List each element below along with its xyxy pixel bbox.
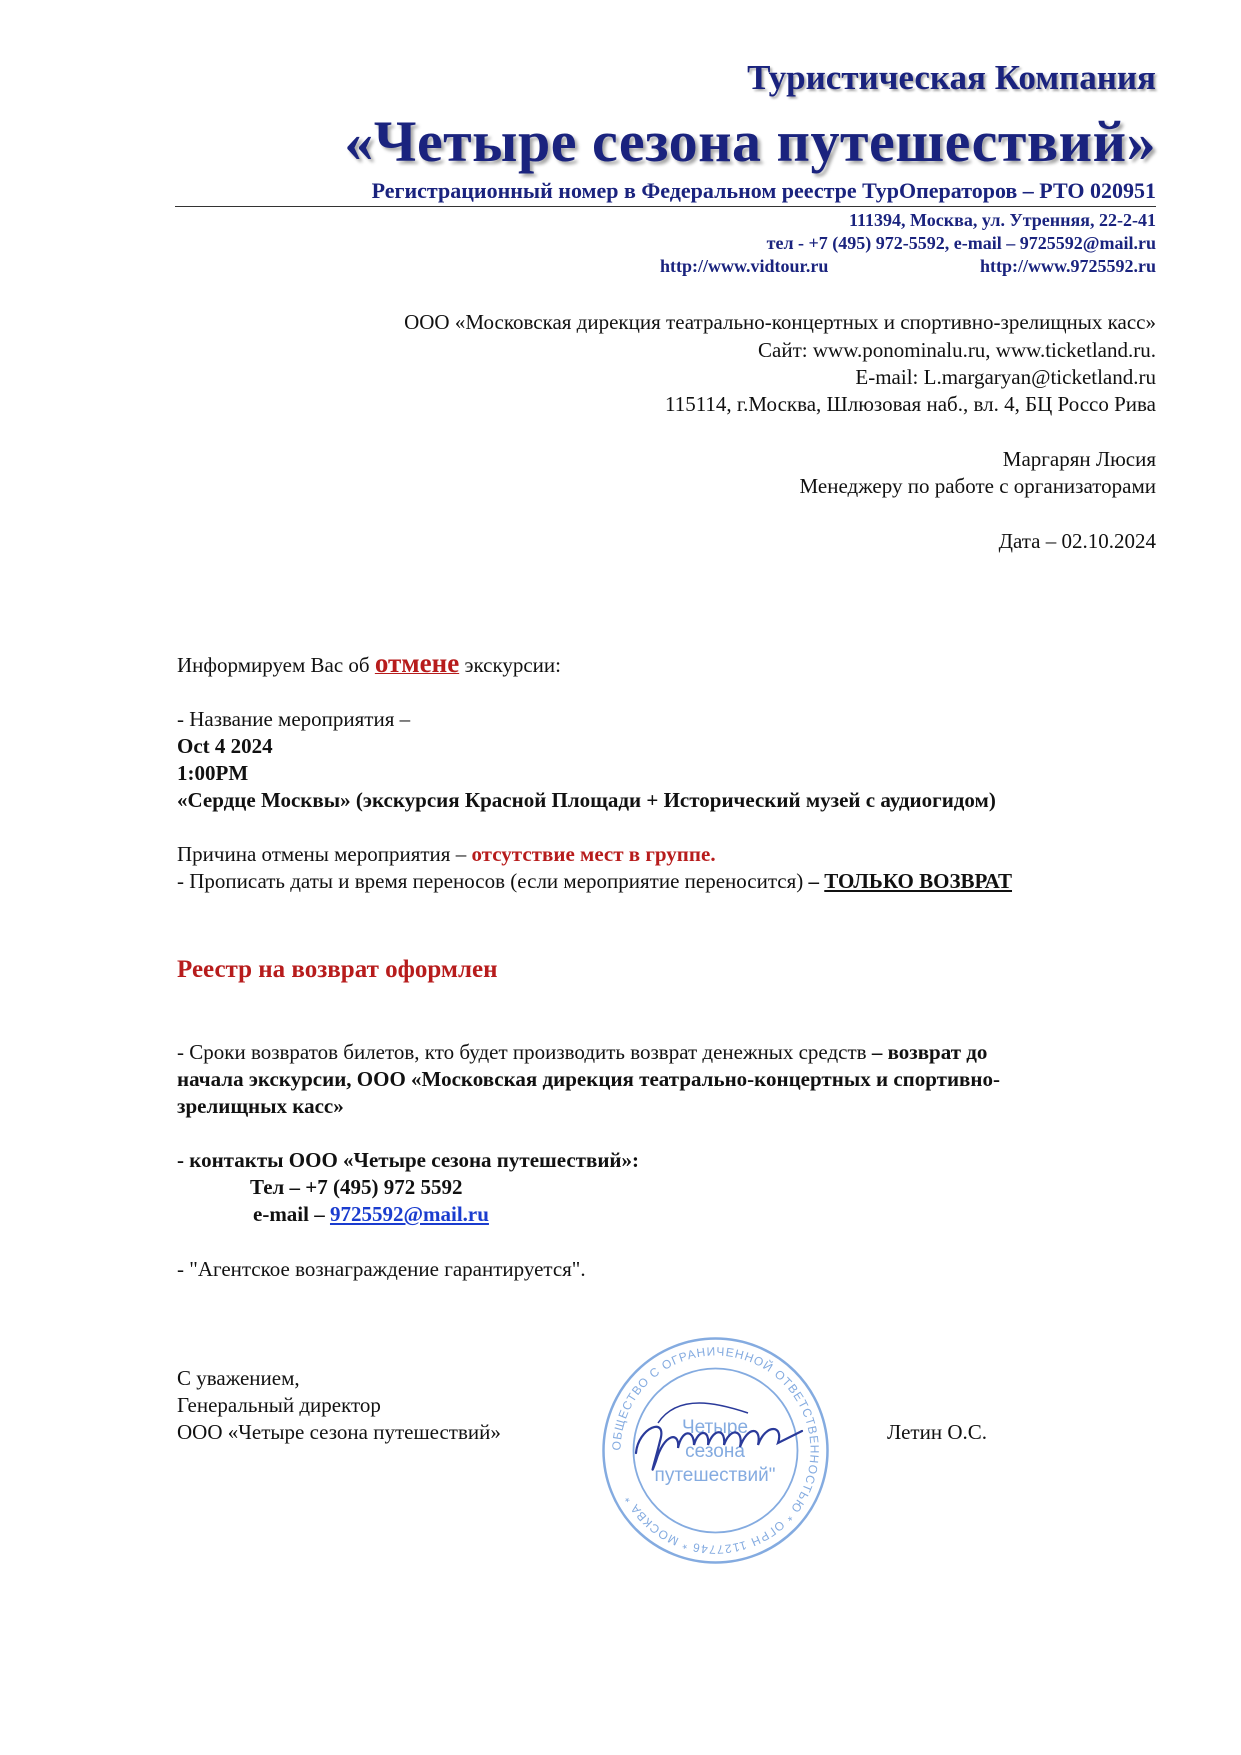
stamp-ring-text: ОБЩЕСТВО С ОГРАНИЧЕННОЙ ОТВЕТСТВЕННОСТЬЮ * ОГРН 1127746 * МОСКВА * bbox=[609, 1344, 822, 1557]
reschedule-label: - Прописать даты и время переносов (если мероприятие переносится) bbox=[177, 869, 809, 893]
reason-label: Причина отмены мероприятия – bbox=[177, 842, 472, 866]
inform-before: Информируем Вас об bbox=[177, 653, 375, 677]
company-urls bbox=[660, 256, 1156, 277]
recipient-person: Маргарян Люсия bbox=[1002, 447, 1156, 471]
contacts-label: - контакты ООО «Четыре сезона путешествий»: bbox=[177, 1148, 640, 1172]
reschedule-line bbox=[177, 869, 1012, 894]
recipient-sites: Сайт: www.ponominalu.ru, www.ticketland.ru. bbox=[758, 338, 1156, 362]
event-date: Oct 4 2024 bbox=[177, 734, 273, 758]
cancellation-highlight: отмене bbox=[374, 648, 460, 678]
refund-line-1 bbox=[177, 1040, 987, 1065]
company-stamp bbox=[598, 1333, 833, 1568]
recipient-org: ООО «Московская дирекция театрально-концертных и спортивно-зрелищных касс» bbox=[404, 310, 1156, 334]
inform-after: экскурсии: bbox=[459, 653, 561, 677]
inform-line bbox=[177, 648, 561, 679]
signer-name: Летин О.С. bbox=[887, 1420, 987, 1444]
agent-fee: - "Агентское вознаграждение гарантируется". bbox=[177, 1257, 586, 1281]
company-url-2[interactable]: http://www.9725592.ru bbox=[979, 256, 1156, 276]
regards: С уважением, bbox=[177, 1366, 300, 1390]
stamp-center-line-2: сезона bbox=[685, 1441, 745, 1462]
header-divider bbox=[175, 206, 1156, 207]
reschedule-dash: – bbox=[808, 869, 825, 893]
contact-phone: Тел – +7 (495) 972 5592 bbox=[250, 1175, 463, 1199]
company-url-1[interactable]: http://www.vidtour.ru bbox=[660, 256, 829, 276]
company-contacts: тел - +7 (495) 972-5592, e-mail – 9725592@mail.ru bbox=[766, 233, 1156, 253]
event-name-label: - Название мероприятия – bbox=[177, 707, 411, 731]
recipient-email: E-mail: L.margaryan@ticketland.ru bbox=[855, 365, 1156, 389]
refund-line-1-plain: - Сроки возвратов билетов, кто будет производить возврат денежных средств bbox=[177, 1040, 872, 1064]
reason-line bbox=[177, 842, 716, 867]
event-title: «Сердце Москвы» (экскурсия Красной Площади + Исторический музей с аудиогидом) bbox=[177, 788, 996, 812]
reschedule-value: ТОЛЬКО ВОЗВРАТ bbox=[824, 869, 1013, 893]
reason-value: отсутствие мест в группе. bbox=[471, 842, 716, 866]
contact-email-label: e-mail – bbox=[253, 1202, 330, 1226]
stamp-center-line-1: Четыре bbox=[681, 1417, 749, 1438]
registration-number: Регистрационный номер в Федеральном реестре ТурОператоров – РТО 020951 bbox=[371, 178, 1156, 203]
refund-line-3: зрелищных касс» bbox=[177, 1094, 344, 1118]
recipient-address: 115114, г.Москва, Шлюзовая наб., вл. 4, БЦ Россо Рива bbox=[664, 392, 1156, 416]
letter-date: Дата – 02.10.2024 bbox=[998, 529, 1156, 553]
recipient-position: Менеджеру по работе с организаторами bbox=[799, 474, 1156, 498]
signer-title: Генеральный директор bbox=[177, 1393, 381, 1417]
event-time: 1:00PM bbox=[177, 761, 249, 785]
refund-line-1-bold: – возврат до bbox=[871, 1040, 988, 1064]
company-name: «Четыре сезона путешествий» bbox=[344, 109, 1156, 174]
company-type: Туристическая Компания bbox=[747, 58, 1156, 97]
contact-email-link[interactable]: 9725592@mail.ru bbox=[329, 1202, 489, 1226]
company-address: 111394, Москва, ул. Утренняя, 22-2-41 bbox=[849, 210, 1156, 230]
registry-note: Реестр на возврат оформлен bbox=[177, 956, 498, 983]
contact-email-line bbox=[253, 1202, 489, 1227]
signer-org: ООО «Четыре сезона путешествий» bbox=[177, 1420, 501, 1444]
refund-line-2: начала экскурсии, ООО «Московская дирекция театрально-концертных и спортивно- bbox=[177, 1067, 1000, 1091]
stamp-center-line-3: путешествий" bbox=[654, 1465, 776, 1486]
